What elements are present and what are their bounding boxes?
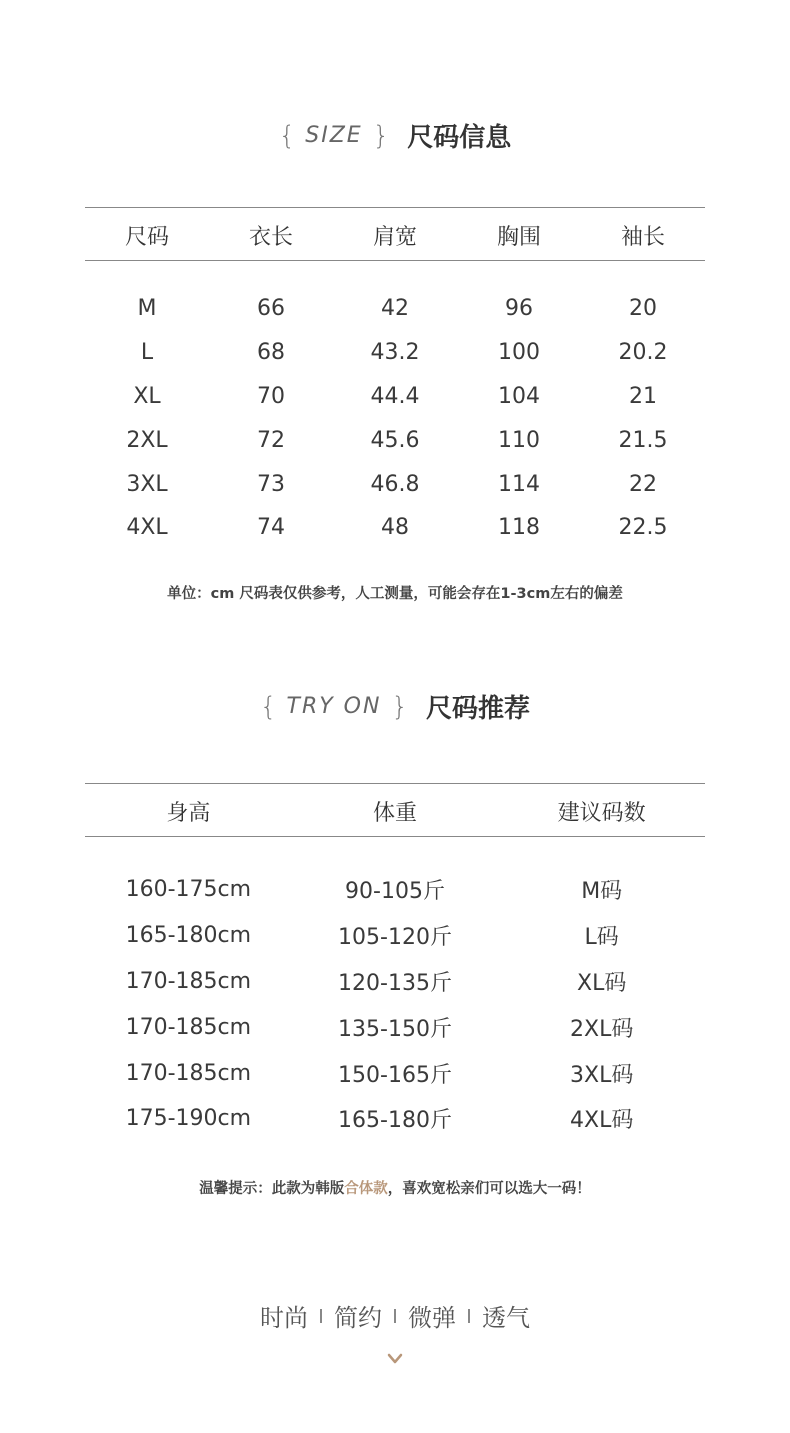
header-cell: 肩宽 — [372, 224, 417, 250]
tryon-table-top-rule — [85, 783, 705, 784]
table-cell: 2XL码 — [570, 1016, 634, 1042]
feature-tags — [0, 1298, 790, 1333]
table-row — [85, 1012, 705, 1042]
header-cell: 胸围 — [496, 224, 541, 250]
table-cell: 22.5 — [618, 514, 668, 540]
table-cell: 4XL — [126, 514, 168, 540]
table-cell: M — [137, 295, 157, 321]
table-cell: 21.5 — [618, 427, 668, 453]
table-cell: 4XL码 — [570, 1107, 634, 1133]
table-row — [85, 337, 705, 367]
tryon-en-title: TRY ON — [286, 694, 382, 719]
table-cell: 165-180cm — [125, 922, 252, 948]
table-cell: 114 — [498, 471, 540, 497]
tryon-cn-title: 尺码推荐 — [426, 694, 531, 724]
size-en-title: SIZE — [305, 123, 363, 148]
tryon-note-highlight: 合体款 — [344, 1181, 388, 1197]
table-cell: 48 — [381, 514, 409, 540]
table-row — [85, 966, 705, 996]
table-cell: M码 — [581, 878, 623, 904]
table-cell: XL — [133, 383, 161, 409]
table-cell: 68 — [257, 339, 285, 365]
table-cell: L码 — [584, 924, 619, 950]
feature-tag: 简约 — [334, 1304, 382, 1332]
table-cell: XL码 — [577, 970, 627, 996]
table-cell: 120-135斤 — [338, 970, 452, 996]
feature-tag: 透气 — [482, 1304, 530, 1332]
tryon-note — [0, 1177, 790, 1198]
table-cell: 43.2 — [370, 339, 420, 365]
table-cell: 90-105斤 — [345, 878, 445, 904]
table-cell: 3XL — [126, 471, 168, 497]
table-cell: 118 — [498, 514, 540, 540]
table-cell: 150-165斤 — [338, 1062, 452, 1088]
table-cell: 100 — [498, 339, 540, 365]
table-row — [85, 293, 705, 323]
table-row — [85, 512, 705, 542]
table-cell: 72 — [257, 427, 285, 453]
table-cell: 20.2 — [618, 339, 668, 365]
table-cell: 105-120斤 — [338, 924, 452, 950]
table-row — [85, 1103, 705, 1133]
header-cell: 尺码 — [124, 224, 169, 250]
table-cell: 46.8 — [370, 471, 420, 497]
table-cell: 96 — [505, 295, 533, 321]
brace-open: { — [259, 691, 277, 722]
table-cell: 42 — [381, 295, 409, 321]
table-cell: 20 — [629, 295, 657, 321]
table-cell: 45.6 — [370, 427, 420, 453]
header-cell: 体重 — [373, 800, 418, 826]
header-cell: 建议码数 — [557, 800, 646, 826]
table-cell: 135-150斤 — [338, 1016, 452, 1042]
brace-close: } — [391, 691, 408, 722]
table-cell: 3XL码 — [570, 1062, 634, 1088]
table-cell: 66 — [257, 295, 285, 321]
size-note: 单位：cm 尺码表仅供参考，人工测量，可能会存在1-3cm左右的偏差 — [167, 586, 623, 602]
table-cell: 170-185cm — [125, 968, 252, 994]
header-cell: 衣长 — [248, 224, 293, 250]
tryon-table-header-rule — [85, 836, 705, 837]
table-row — [85, 920, 705, 950]
brace-close: } — [372, 120, 390, 151]
table-cell: 44.4 — [370, 383, 420, 409]
table-row — [85, 1058, 705, 1088]
table-row — [85, 381, 705, 411]
size-table-top-rule — [85, 207, 705, 208]
table-row — [85, 874, 705, 904]
feature-divider — [394, 1309, 396, 1323]
table-cell: 70 — [257, 383, 285, 409]
table-cell: 74 — [257, 514, 285, 540]
feature-tag: 时尚 — [260, 1304, 308, 1332]
header-cell: 身高 — [166, 800, 211, 826]
brace-open: { — [278, 120, 296, 151]
feature-tag: 微弹 — [408, 1304, 456, 1332]
tryon-section-title — [0, 688, 790, 725]
table-cell: 2XL — [126, 427, 168, 453]
tryon-table-header — [85, 796, 705, 826]
table-cell: 73 — [257, 471, 285, 497]
table-row — [85, 469, 705, 499]
table-row — [85, 425, 705, 455]
chevron-down-icon — [386, 1352, 404, 1366]
table-cell: 104 — [498, 383, 540, 409]
table-cell: 165-180斤 — [338, 1107, 452, 1133]
table-cell: 22 — [629, 471, 657, 497]
table-cell: 21 — [629, 383, 657, 409]
size-table-header — [85, 220, 705, 250]
feature-divider — [320, 1309, 322, 1323]
header-cell: 袖长 — [620, 224, 665, 250]
tryon-note-suffix: ，喜欢宽松亲们可以选大一码！ — [387, 1181, 591, 1197]
size-table-header-rule — [85, 260, 705, 261]
table-cell: 170-185cm — [125, 1060, 252, 1086]
table-cell: 110 — [498, 427, 540, 453]
table-cell: L — [140, 339, 154, 365]
table-cell: 175-190cm — [125, 1105, 252, 1131]
tryon-note-prefix: 温馨提示：此款为韩版 — [199, 1181, 345, 1197]
size-cn-title: 尺码信息 — [407, 123, 512, 153]
table-cell: 170-185cm — [125, 1014, 252, 1040]
feature-divider — [468, 1309, 470, 1323]
size-section-title — [0, 117, 790, 154]
table-cell: 160-175cm — [125, 876, 252, 902]
